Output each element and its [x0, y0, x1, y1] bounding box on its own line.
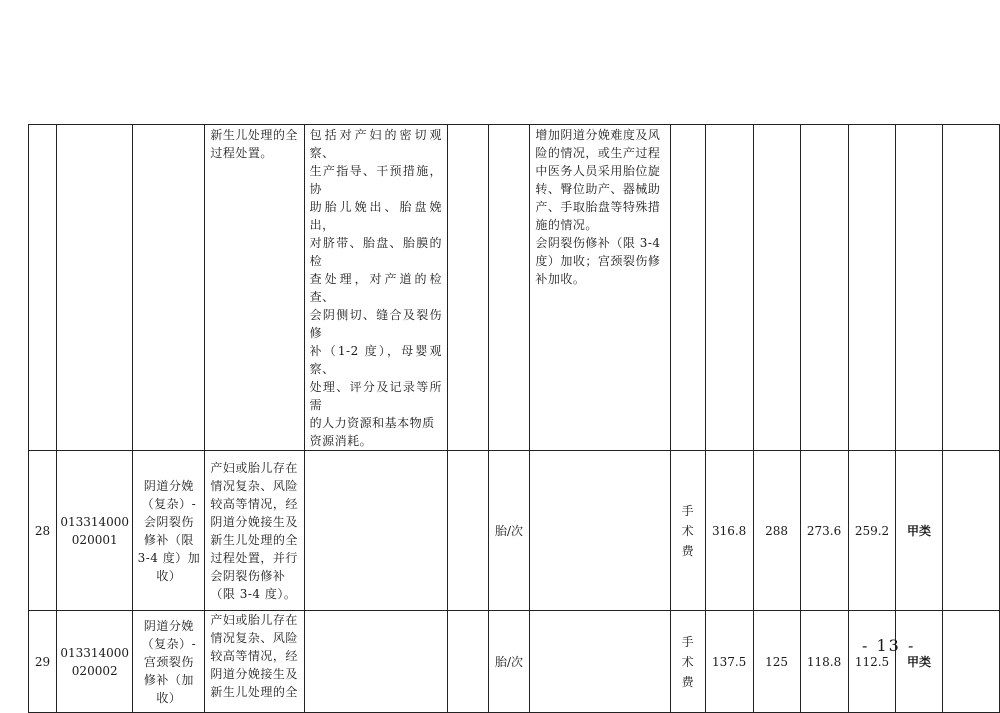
- exclusion-content: [448, 125, 488, 451]
- price-level-4: 259.2: [848, 451, 896, 611]
- remark: [942, 611, 999, 713]
- fee-category: [670, 125, 705, 451]
- item-code: 013314000 020001: [57, 451, 133, 611]
- table-row: [29, 451, 1000, 611]
- table-row: [29, 611, 1000, 713]
- price-table: [28, 124, 1000, 713]
- insurance-grade: 甲类: [896, 611, 942, 713]
- fee-category: 手 术 费: [670, 611, 705, 713]
- price-scope: [304, 451, 447, 611]
- pricing-unit: 胎/次: [488, 451, 530, 611]
- price-level-1: 316.8: [705, 451, 753, 611]
- service-content: 产妇或胎儿存在 情况复杂、风险 较高等情况，经 阴道分娩接生及 新生儿处理的全 过程处置，并行 会阴裂伤修补 （限 3-4 度）。: [205, 451, 304, 611]
- item-name: [133, 125, 205, 451]
- remark: [942, 125, 999, 451]
- price-level-4: [848, 125, 896, 451]
- fee-category: 手 术 费: [670, 451, 705, 611]
- price-level-3: [800, 125, 848, 451]
- row-number: 29: [29, 611, 57, 713]
- table-row: [29, 125, 1000, 451]
- row-number: 28: [29, 451, 57, 611]
- price-level-2: 125: [753, 611, 800, 713]
- price-level-1: [705, 125, 753, 451]
- item-description: 增加阴道分娩难度及风 险的情况，或生产过程 中医务人员采用胎位旋 转、臀位助产、器械助 产、手取胎盘等特殊措 施的情况。 会阴裂伤修补（限 3-4 度）加收；宫颈裂伤修 补加收。: [530, 125, 670, 451]
- item-description: [530, 451, 670, 611]
- price-scope: [304, 611, 447, 713]
- insurance-grade: 甲类: [896, 451, 942, 611]
- insurance-grade: [896, 125, 942, 451]
- item-name: 阴道分娩 （复杂）- 会阴裂伤 修补（限 3-4 度）加 收）: [133, 451, 205, 611]
- exclusion-content: [448, 451, 488, 611]
- pricing-unit: [488, 125, 530, 451]
- page-number: - 13 -: [862, 636, 916, 655]
- service-content: 产妇或胎儿存在 情况复杂、风险 较高等情况，经 阴道分娩接生及 新生儿处理的全: [205, 611, 304, 713]
- price-level-3: 118.8: [800, 611, 848, 713]
- pricing-unit: 胎/次: [488, 611, 530, 713]
- service-content: 新生儿处理的全 过程处置。: [205, 125, 304, 451]
- remark: [942, 451, 999, 611]
- price-scope: 包括对产妇的密切观察、 生产指导、干预措施，协 助胎儿娩出、胎盘娩出， 对脐带、胎盘、胎膜的检 查处理，对产道的检查、 会阴侧切、缝合及裂伤修 补（1-2 度），母婴观察、 处理、评分及记录等所需 的人力资源和基本物质 资源消耗。: [304, 125, 447, 451]
- item-name: 阴道分娩 （复杂）- 宫颈裂伤 修补（加 收）: [133, 611, 205, 713]
- item-code: 013314000 020002: [57, 611, 133, 713]
- price-level-1: 137.5: [705, 611, 753, 713]
- item-code: [57, 125, 133, 451]
- price-level-2: [753, 125, 800, 451]
- price-level-3: 273.6: [800, 451, 848, 611]
- price-level-2: 288: [753, 451, 800, 611]
- row-number: [29, 125, 57, 451]
- price-level-4: 112.5: [848, 611, 896, 713]
- exclusion-content: [448, 611, 488, 713]
- item-description: [530, 611, 670, 713]
